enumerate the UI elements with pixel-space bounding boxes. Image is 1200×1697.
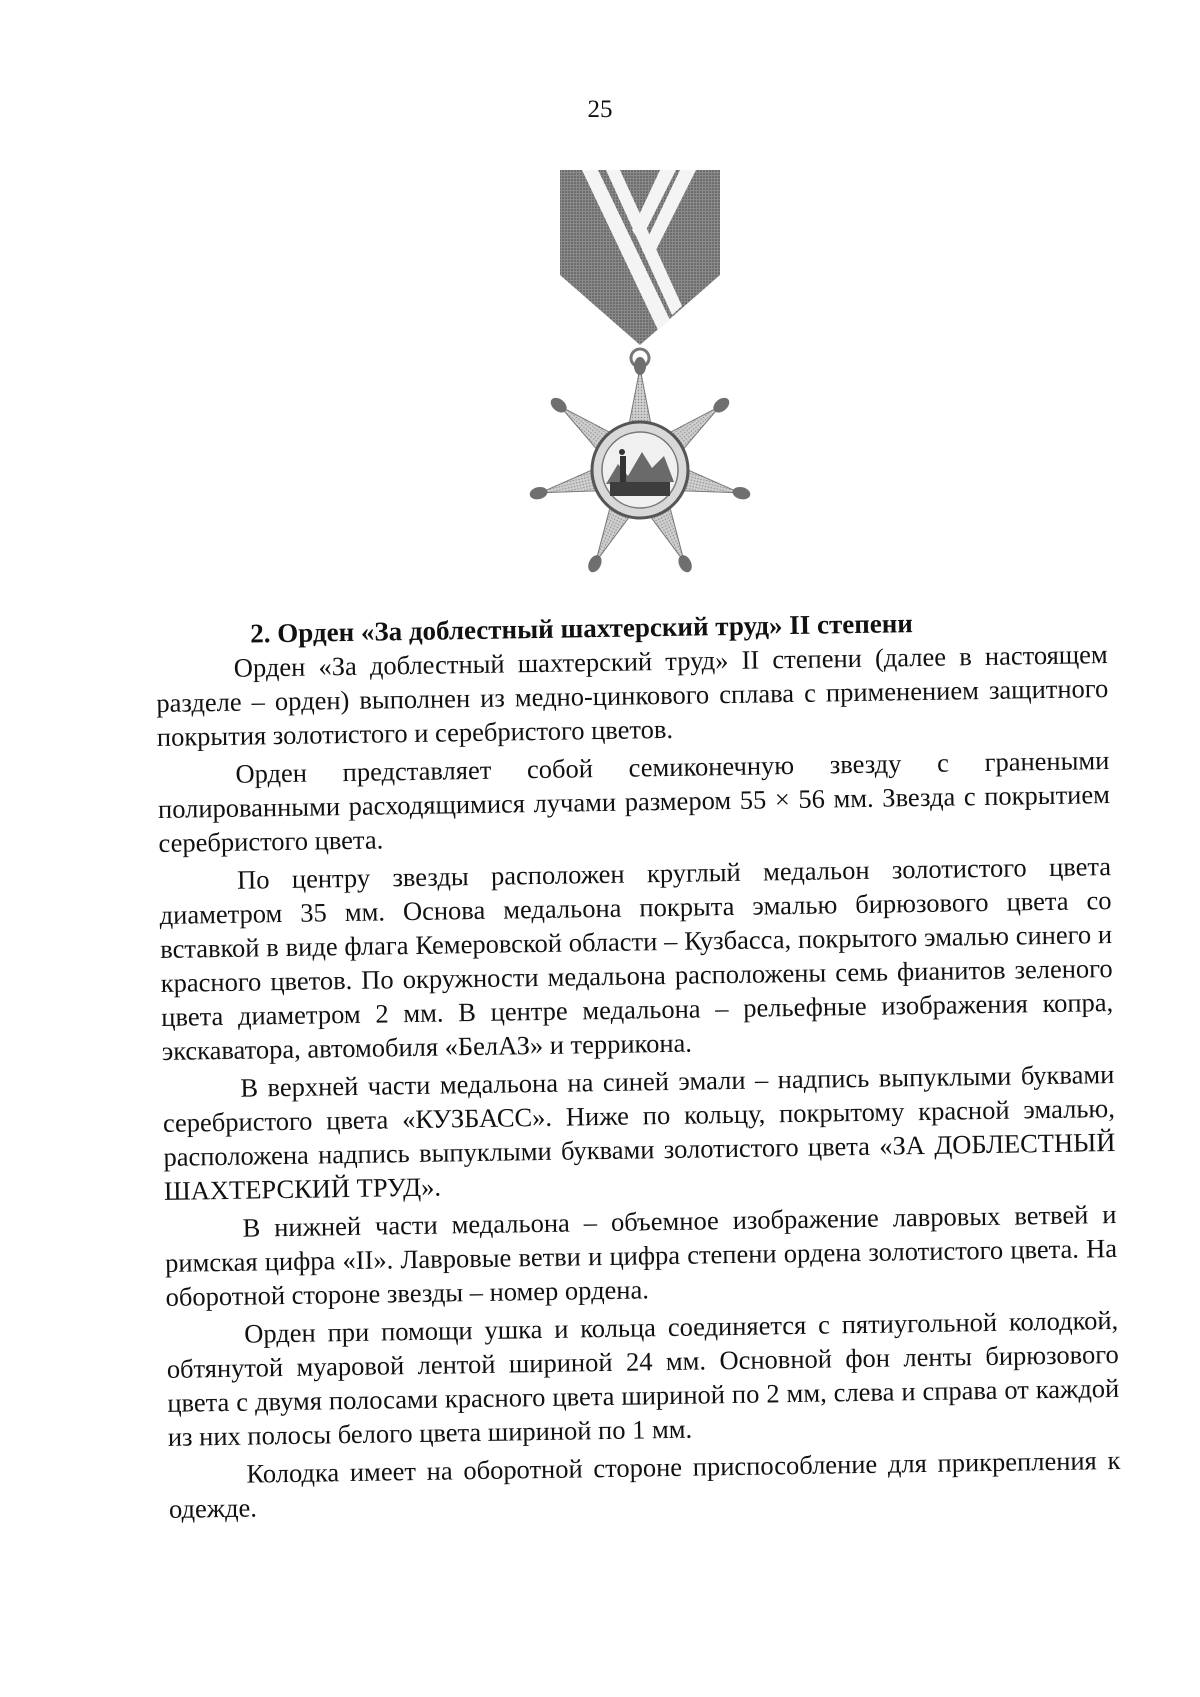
- order-description: [155, 603, 1121, 1526]
- paragraph: По центру звезды расположен круглый медальон золотистого цвета диаметром 35 мм. Основа медальона покрыта эмалью бирюзового цвета со вставкой в виде флага Кемеровской области – Кузбасса, покрытого эмалью синего и красного цветов. По окружности медальона расположены семь фианитов зеленого цвета диаметром 2 мм. В центре медальона – рельефные изображения копра, экскаватора, автомобиля «БелАЗ» и терриконa.: [159, 851, 1114, 1066]
- paragraph: Орден представляет собой семиконечную звезду с гранеными полированными расходящимися лучами размером 55 × 56 мм. Звезда с покрытием серебристого цвета.: [157, 745, 1111, 858]
- paragraph: Орден при помощи ушка и кольца соединяется с пятиугольной колодкой, обтянутой муаровой лентой шириной 24 мм. Основной фон ленты бирюзового цвета с двумя полосами красного цвета шириной по 2 мм, слева и справа от каждой из них полосы белого цвета шириной по 1 мм.: [166, 1304, 1120, 1452]
- ribbon-mount: [560, 170, 720, 345]
- medal-figure: [520, 170, 760, 610]
- section-heading: 2. Орден «За доблестный шахтерский труд» II степени: [250, 608, 914, 649]
- paragraph: В нижней части медальона – объемное изображение лавровых ветвей и римская цифра «II». Лавровые ветви и цифра степени ордена золотистого цвета. На оборотной стороне звезды – номер ордена.: [164, 1198, 1118, 1312]
- medal-star: [528, 357, 751, 574]
- medal-order-icon: [520, 170, 760, 610]
- paragraph: Орден «За доблестный шахтерский труд» II степени (далее в настоящем разделе – орден) выполнен из медно-цинкового сплава с применением защитного покрытия золотистого и серебристого цветов.: [156, 639, 1109, 752]
- page-number: 25: [587, 96, 613, 123]
- paragraph: Колодка имеет на оборотной стороне приспособление для прикрепления к одежде.: [168, 1444, 1121, 1524]
- paragraph: В верхней части медальона на синей эмали – надпись выпуклыми буквами серебристого цвета «КУЗБАСС». Ниже по кольцу, покрытому красной эмалью, расположена надпись выпуклыми буквами золотистого цвета «ЗА ДОБЛЕСТНЫЙ ШАХТЕРСКИЙ ТРУД».: [162, 1058, 1116, 1206]
